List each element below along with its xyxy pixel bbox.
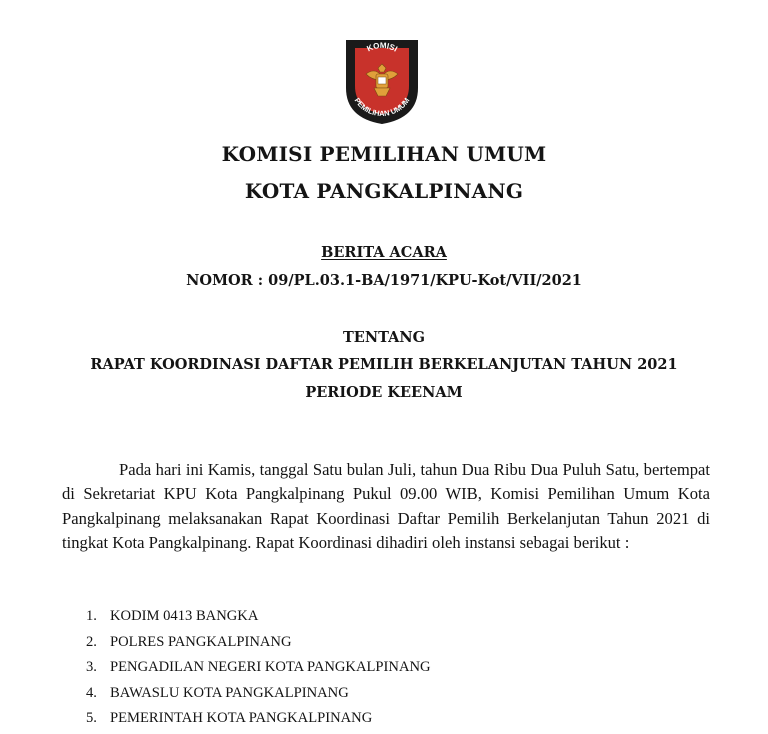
list-item-number: 4. bbox=[86, 684, 97, 701]
kpu-logo bbox=[336, 34, 428, 126]
list-item-text: POLRES PANGKALPINANG bbox=[110, 633, 292, 650]
list-item-number: 3. bbox=[86, 659, 97, 675]
list-item-text: PEMERINTAH KOTA PANGKALPINANG bbox=[110, 710, 373, 726]
about-label: TENTANG bbox=[343, 329, 425, 346]
document-number: NOMOR : 09/PL.03.1-BA/1971/KPU-Kot/VII/2021 bbox=[186, 272, 582, 289]
subject-line-2: PERIODE KEENAM bbox=[305, 384, 463, 401]
list-item bbox=[86, 604, 431, 630]
list-item-text: BAWASLU KOTA PANGKALPINANG bbox=[110, 684, 349, 701]
logo-top-text: KOMISI bbox=[365, 40, 399, 54]
institution-title: KOMISI PEMILIHAN UMUM bbox=[221, 142, 547, 166]
list-item-number: 5. bbox=[86, 710, 97, 726]
list-item bbox=[86, 630, 431, 656]
list-item bbox=[86, 681, 431, 707]
list-item bbox=[86, 655, 431, 681]
attendee-list bbox=[86, 604, 431, 732]
body-paragraph: Pada hari ini Kamis, tanggal Satu bulan Juli, tahun Dua Ribu Dua Puluh Satu, bertempat di Sekretariat KPU Kota Pangkalpinang Pukul 09.00 WIB, Komisi Pemilihan Umum Kota Pangkalpinang melaksanakan Rapat Koordinasi Daftar Pemilih Berkelanjutan Tahun 2021 di tingkat Kota Pangkalpinang. Rapat Koordinasi dihadiri oleh instansi sebagai berikut : bbox=[62, 460, 710, 552]
institution-city: KOTA PANGKALPINANG bbox=[244, 179, 524, 203]
list-item-text: KODIM 0413 BANGKA bbox=[110, 608, 259, 624]
subject-line-1: RAPAT KOORDINASI DAFTAR PEMILIH BERKELANJUTAN TAHUN 2021 bbox=[90, 356, 678, 373]
list-item bbox=[86, 706, 431, 732]
list-item-text: PENGADILAN NEGERI KOTA PANGKALPINANG bbox=[110, 659, 431, 675]
document-type: BERITA ACARA bbox=[321, 244, 447, 261]
list-item-number: 2. bbox=[86, 633, 97, 650]
list-item-number: 1. bbox=[86, 608, 97, 624]
logo-bottom-text: PEMILIHAN UMUM bbox=[352, 96, 412, 119]
